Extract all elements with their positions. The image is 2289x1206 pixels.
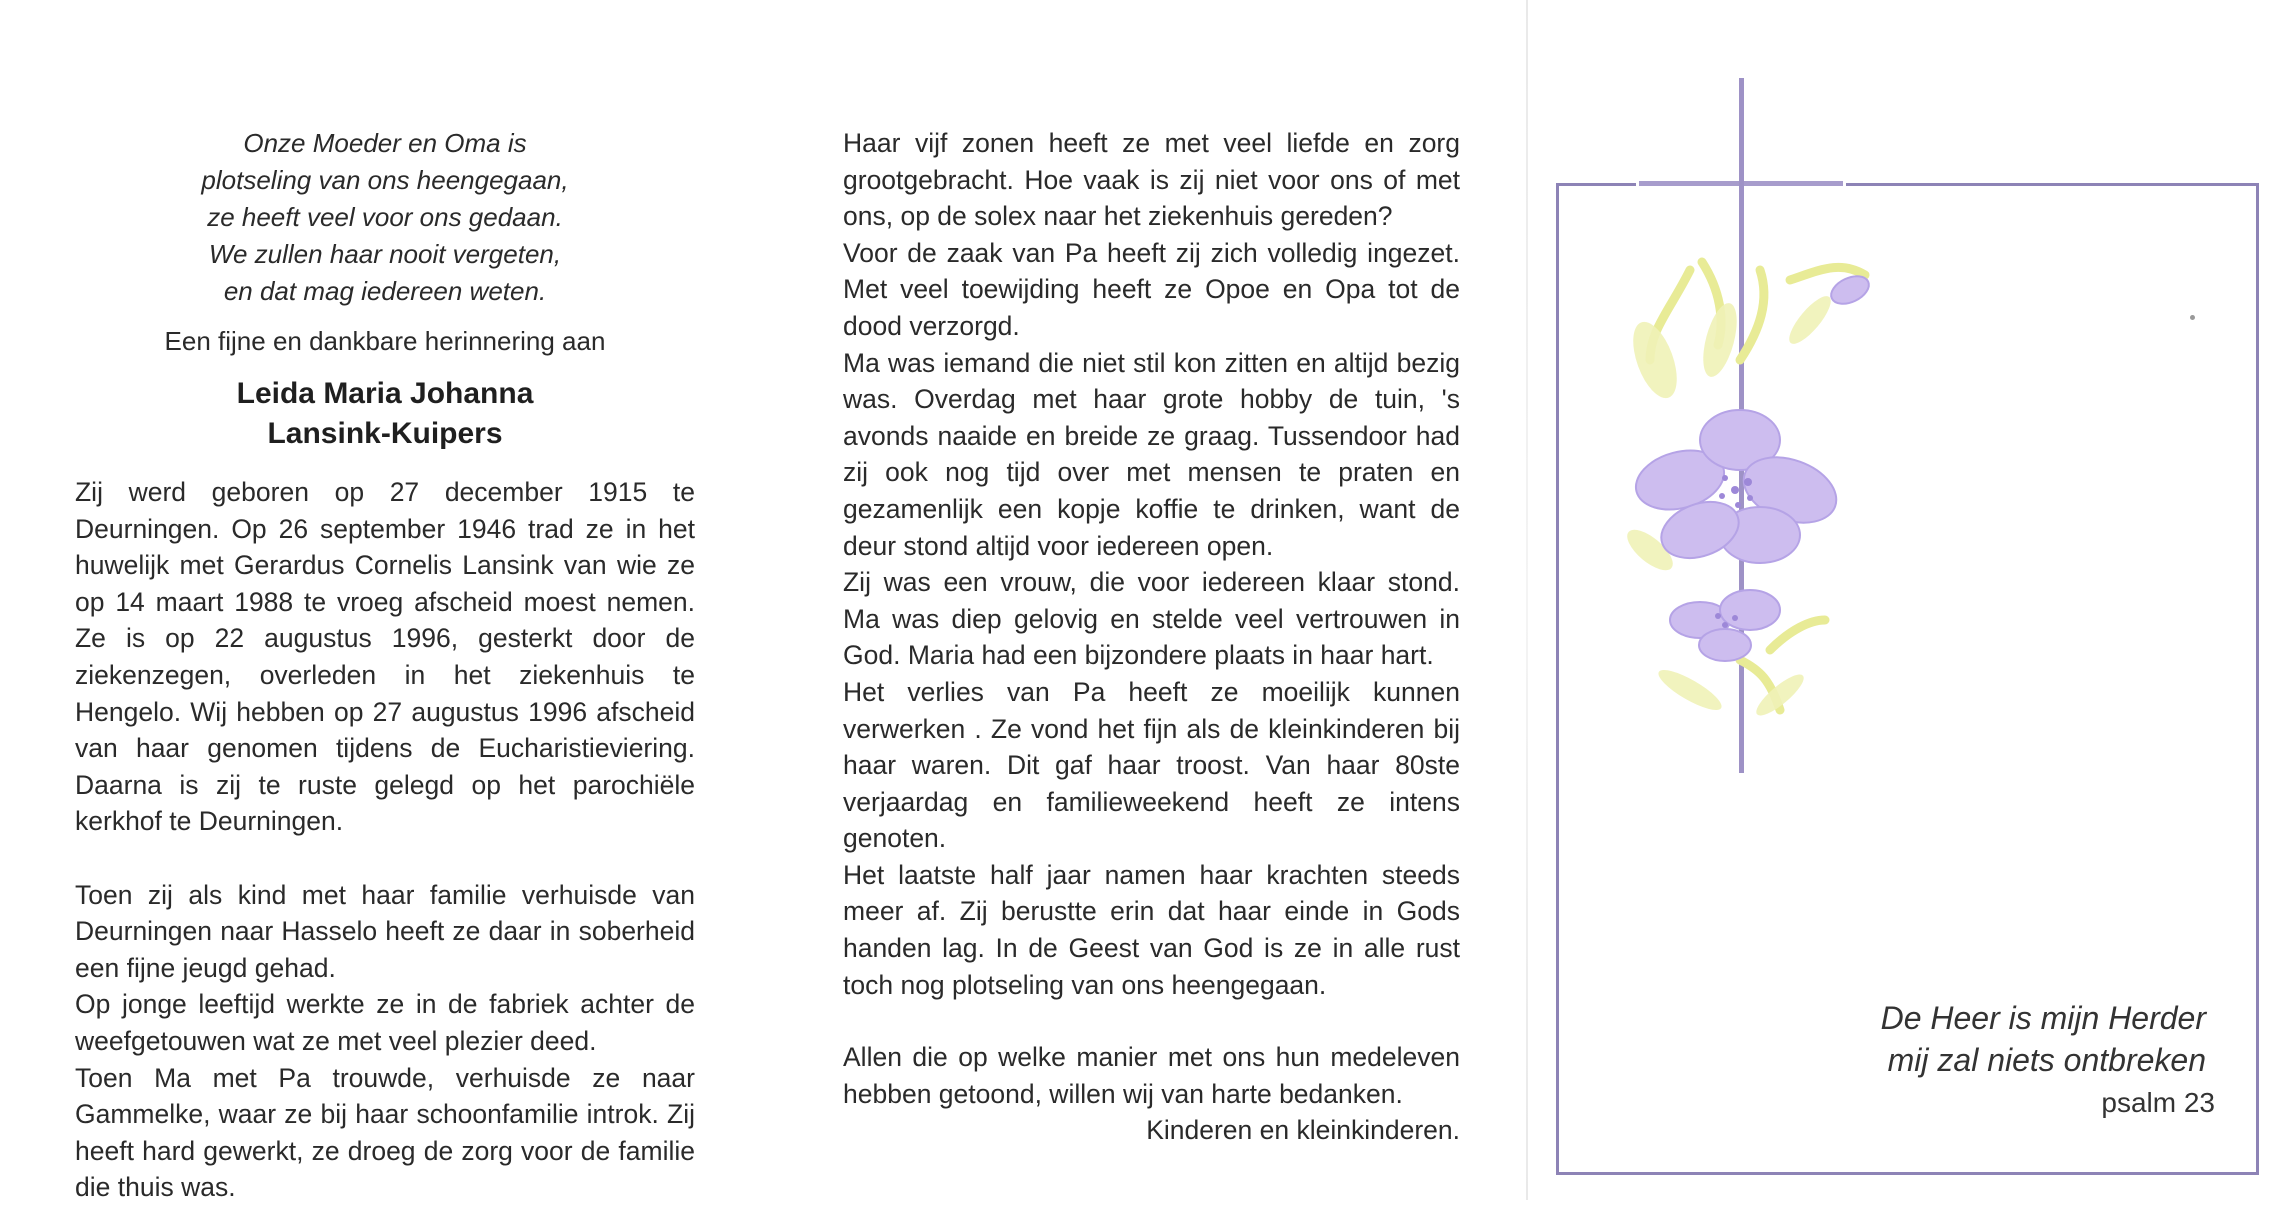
life-paragraph: Het verlies van Pa heeft ze moeilijk kunnen verwerken . Ze vond het fijn als de kleinkinderen bij haar waren. Dit gaf haar troost. Van haar 80ste verjaardag en familieweekend heeft ze intens genoten.	[843, 676, 1460, 854]
thanks-text: Allen die op welke manier met ons hun medeleven hebben getoond, willen wij van harte bedanken.	[843, 1042, 1460, 1109]
poem-line: We zullen haar nooit vergeten,	[208, 239, 562, 269]
verse-line-2: mij zal niets ontbreken	[1887, 1042, 2206, 1078]
life-paragraph: Het laatste half jaar namen haar krachten steeds meer af. Zij berustte erin dat haar einde in Gods handen lag. In de Geest van God is ze in alle rust toch nog plotseling van ons heengegaan.	[843, 859, 1460, 1000]
deceased-name	[75, 374, 695, 454]
intro-text: Een fijne en dankbare herinnering aan	[164, 326, 606, 356]
biography-paragraph: Zij werd geboren op 27 december 1915 te Deurningen. Op 26 september 1946 trad ze in het huwelijk met Gerardus Cornelis Lansink van wie ze op 14 maart 1988 te vroeg afscheid moest nemen. Ze is op 22 augustus 1996, gesterkt door de ziekenzegen, overleden in het ziekenhuis te Hengelo. Wij hebben op 27 augustus 1996 afscheid van haar genomen tijdens de Eucharistieviering. Daarna is zij te ruste gelegd op het parochiële kerkhof te Deurningen.	[75, 477, 695, 837]
name-line-1: Leida Maria Johanna	[236, 377, 534, 410]
verse-line-1: De Heer is mijn Herder	[1880, 1000, 2206, 1036]
speck	[2190, 315, 2195, 320]
poem-line: en dat mag iedereen weten.	[223, 276, 547, 306]
psalm-verse	[1806, 997, 2206, 1081]
biography-paragraph: Toen Ma met Pa trouwde, verhuisde ze naar Gammelke, waar ze bij haar schoonfamilie introk. Zij heeft hard gewerkt, ze droeg de zorg voor de familie die thuis was.	[75, 1062, 695, 1203]
signature: Kinderen en kleinkinderen.	[1146, 1115, 1460, 1146]
biography-paragraph: Toen zij als kind met haar familie verhuisde van Deurningen naar Hasselo heeft ze daar in soberheid een fijne jeugd gehad.	[75, 879, 695, 983]
life-paragraph: Haar vijf zonen heeft ze met veel liefde en zorg grootgebracht. Hoe vaak is zij niet voor ons of met ons, op de solex naar het ziekenhuis gereden?	[843, 128, 1460, 232]
poem-line: Onze Moeder en Oma is	[243, 128, 527, 158]
poem	[75, 125, 695, 310]
psalm-reference: psalm 23	[2101, 1087, 2215, 1118]
biography-paragraph: Op jonge leeftijd werkte ze in de fabriek achter de weefgetouwen wat ze met veel plezier deed.	[75, 989, 695, 1056]
card-fold	[1526, 0, 1528, 1200]
poem-line: ze heeft veel voor ons gedaan.	[207, 202, 563, 232]
name-line-2: Lansink-Kuipers	[267, 417, 503, 450]
middle-panel	[843, 125, 1460, 1149]
poem-line: plotseling van ons heengegaan,	[201, 165, 569, 195]
life-paragraph: Zij was een vrouw, die voor iedereen klaar stond. Ma was diep gelovig en stelde veel vertrouwen in God. Maria had een bijzondere plaats in haar hart.	[843, 567, 1460, 671]
life-paragraph: Voor de zaak van Pa heeft zij zich volledig ingezet. Met veel toewijding heeft ze Opoe en Opa tot de dood verzorgd.	[843, 237, 1460, 341]
left-panel	[75, 125, 695, 1206]
life-paragraph: Ma was iemand die niet stil kon zitten en altijd bezig was. Overdag met haar grote hobby de tuin, 's avonds naaide en breide ze graag. Tussendoor had zij ook nog tijd over met mensen te praten en gezamenlijk een kopje koffie te drinken, want de deur stond altijd voor iedereen open.	[843, 347, 1460, 561]
flower-illustration	[1610, 250, 1930, 730]
